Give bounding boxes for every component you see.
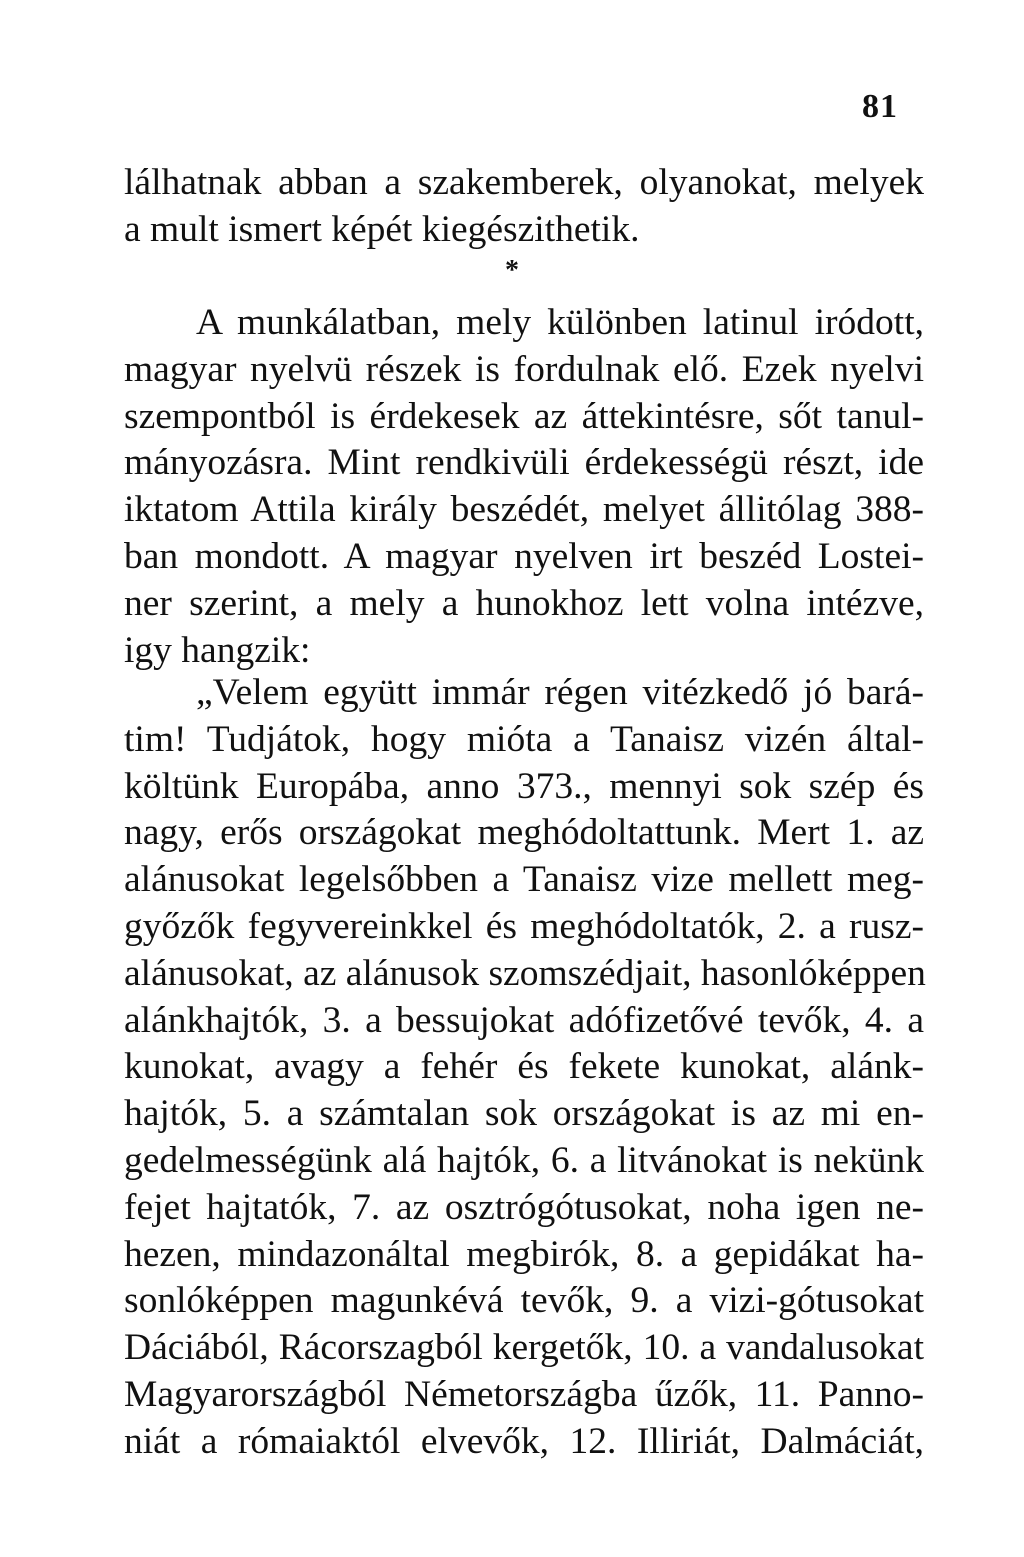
text-line: kunokat, avagy a fehér és fekete kunokat, alánk- — [124, 1046, 924, 1088]
text-line: tim! Tudjátok, hogy mióta a Tanaisz vizén által- — [124, 718, 924, 760]
text-line: alánkhajtók, 3. a bessujokat adófizetővé tevők, 4. a — [124, 999, 924, 1041]
paragraph-closing — [124, 160, 924, 254]
text-line: magyar nyelvü részek is fordulnak elő. Ezek nyelvi — [124, 348, 924, 390]
text-line: lálhatnak abban a szakemberek, olyanokat, melyek — [124, 162, 924, 203]
page-number: 81 — [862, 88, 898, 125]
text-line: Magyarországból Németországba űzők, 11. Panno- — [124, 1373, 924, 1415]
text-line: ban mondott. A magyar nyelven irt beszéd Lostei- — [124, 535, 924, 577]
paragraph-intro — [124, 300, 924, 674]
text-line: ner szerint, a mely a hunokhoz lett volna intézve, — [124, 582, 924, 624]
text-line: niát a rómaiaktól elvevők, 12. Illiriát, Dalmáciát, — [124, 1420, 924, 1462]
text-line: a mult ismert képét kiegészithetik. — [124, 208, 640, 250]
text-line: igy hangzik: — [124, 629, 311, 671]
text-line: mányozásra. Mint rendkivüli érdekességü részt, ide — [124, 442, 924, 484]
text-line: alánusokat legelsőbben a Tanaisz vize mellett meg- — [124, 859, 924, 901]
section-separator: * — [505, 255, 519, 286]
text-line: győzők fegyvereinkkel és meghódoltatók, 2. a rusz- — [124, 905, 924, 947]
text-line: hezen, mindazonáltal megbirók, 8. a gepidákat ha- — [124, 1233, 924, 1275]
text-line: nagy, erős országokat meghódoltattunk. Mert 1. az — [124, 812, 924, 854]
text-line: iktatom Attila király beszédét, melyet állitólag 388- — [124, 489, 924, 531]
text-line: „Velem együtt immár régen vitézkedő jó bará- — [196, 672, 924, 713]
text-line: sonlóképpen magunkévá tevők, 9. a vizi-gótusokat — [124, 1280, 924, 1322]
text-line: hajtók, 5. a számtalan sok országokat is az mi en- — [124, 1093, 924, 1135]
text-line: A munkálatban, mely különben latinul iródott, — [196, 302, 924, 343]
text-line: Dáciából, Rácorszagból kergetők, 10. a vandalusokat — [124, 1327, 924, 1369]
text-line: alánusokat, az alánusok szomszédjait, hasonlóképpen — [124, 952, 926, 994]
paragraph-speech — [124, 670, 924, 1466]
text-line: költünk Europába, anno 373., mennyi sok szép és — [124, 765, 924, 807]
text-line: szempontból is érdekesek az áttekintésre, sőt tanul- — [124, 395, 924, 437]
text-line: gedelmességünk alá hajtók, 6. a litvánokat is nekünk — [124, 1139, 924, 1181]
text-line: fejet hajtatók, 7. az osztrógótusokat, noha igen ne- — [124, 1186, 924, 1228]
